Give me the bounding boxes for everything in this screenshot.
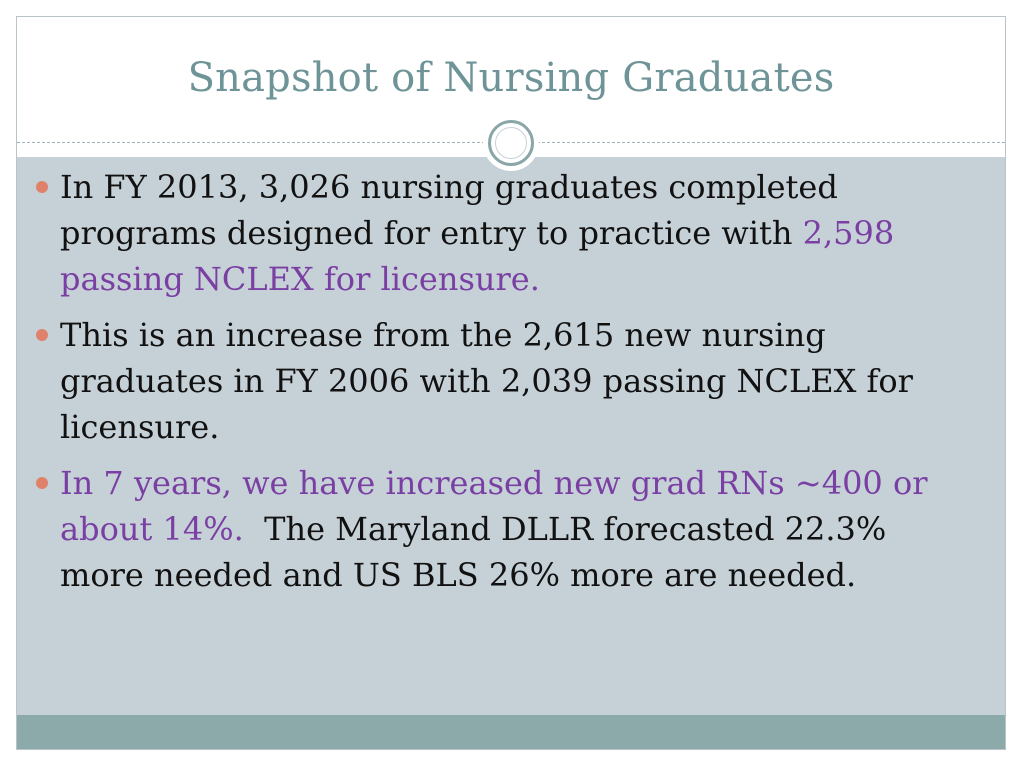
bullet-marker-icon (36, 329, 48, 341)
bullet-marker-icon (36, 181, 48, 193)
bullet-text-1a: In FY 2013, 3,026 nursing graduates completed programs designed for entry to practice with (60, 168, 838, 252)
bullet-list (36, 164, 956, 608)
bullet-text-1b-highlight: 2,598 passing NCLEX for licensure. (60, 214, 895, 298)
circle-ornament-icon (483, 115, 539, 171)
bullet-item-3 (36, 460, 956, 598)
bullet-text-3a-highlight: In 7 years, we have increased new grad RNs ~400 or about 14%. (60, 464, 928, 548)
bullet-text-2: This is an increase from the 2,615 new nursing graduates in FY 2006 with 2,039 passing NCLEX for licensure. (60, 316, 913, 446)
bullet-item-1 (36, 164, 956, 302)
slide-title: Snapshot of Nursing Graduates (187, 55, 835, 101)
circle-inner (495, 127, 527, 159)
bullet-item-2 (36, 312, 956, 450)
bullet-marker-icon (36, 477, 48, 489)
circle-ring (488, 120, 534, 166)
bottom-bar (17, 715, 1005, 750)
bullet-text-3b: The Maryland DLLR forecasted 22.3% more needed and US BLS 26% more are needed. (60, 510, 897, 594)
